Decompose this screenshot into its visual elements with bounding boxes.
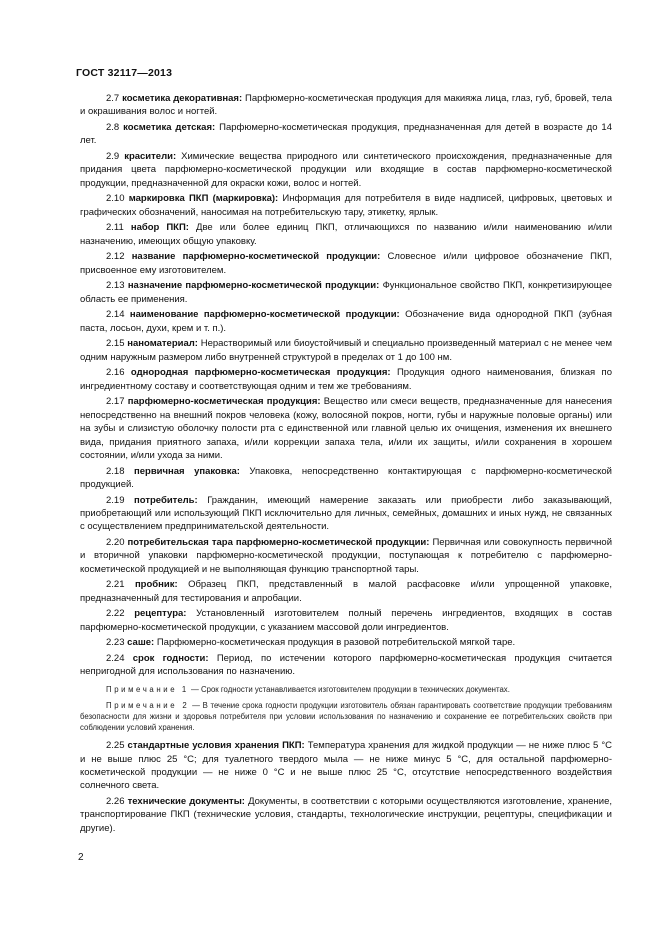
definition-term: саше: xyxy=(127,637,155,649)
definition-text: Информация для потребителя в виде надписей, цифровых, цветовых и графических обозначений, наносимая на потребительскую тару, этикетку, ярлык. xyxy=(80,193,613,218)
definition-item xyxy=(80,121,612,148)
definition-text: Образец ПКП, представленный в малой расфасовке и/или упрощенной упаковке, предназначенный для тестирования и апробации. xyxy=(80,579,613,604)
definition-item xyxy=(80,308,612,335)
definition-text: Функциональное свойство ПКП, конкретизирующее область ее применения. xyxy=(80,280,613,305)
note-text: — В течение срока годности продукции изготовитель обязан гарантировать соответствие продукции требованиям безопасности для жизни и здоровья потребителя при условии использования по назначению и сохранение ее потребительских свойств при соблюдении условий хранения. xyxy=(80,701,612,732)
definition-item xyxy=(80,192,612,219)
definition-text: Две или более единиц ПКП, отличающихся по названию и/или наименованию и/или назначению, имеющих общую упаковку. xyxy=(80,222,612,247)
definition-term: пробник: xyxy=(134,579,178,591)
definition-term: косметика декоративная: xyxy=(122,93,243,104)
definition-item xyxy=(80,636,612,649)
definition-number: 2.7 xyxy=(106,93,120,104)
definition-number: 2.10 xyxy=(106,193,125,205)
definition-number: 2.26 xyxy=(106,796,125,808)
definition-term: стандартные условия хранения ПКП: xyxy=(127,740,305,752)
definition-number: 2.20 xyxy=(106,537,125,549)
definition-term: технические документы: xyxy=(127,796,245,808)
definition-text: Документы, в соответствии с которыми осуществляются изготовление, хранение, транспортирование ПКП (технические условия, стандарты, технологические инструкции, рецептуры, спецификации и другие). xyxy=(80,796,613,834)
definition-term: однородная парфюмерно-косметическая продукция: xyxy=(130,367,391,379)
definition-term: потребитель: xyxy=(134,494,198,506)
definitions-body xyxy=(80,92,612,837)
definition-item xyxy=(80,795,612,835)
definition-item xyxy=(80,652,612,679)
definition-item xyxy=(80,366,612,393)
definition-text: Парфюмерно-косметическая продукция в разовой потребительской мягкой таре. xyxy=(154,637,516,649)
definition-term: рецептура: xyxy=(134,608,187,620)
definition-text: Первичная или совокупность первичной и вторичной упаковки парфюмерно-косметической продукции, поступающая к потребителю с парфюмерно-косметической продукцией и не выполняющая функцию транспортной тары. xyxy=(80,537,613,575)
document-code: ГОСТ 32117—2013 xyxy=(76,67,173,79)
definition-item xyxy=(80,221,612,248)
definition-text: Упаковка, непосредственно контактирующая с парфюмерно-косметической продукцией. xyxy=(80,465,612,491)
definition-item xyxy=(80,465,612,492)
definition-term: наноматериал: xyxy=(127,338,198,350)
definition-number: 2.22 xyxy=(106,608,125,620)
definition-item xyxy=(80,578,612,605)
definition-text: Словесное и/или цифровое обозначение ПКП, присвоенное ему изготовителем. xyxy=(80,251,612,276)
definition-item xyxy=(80,250,612,277)
definition-item xyxy=(80,92,612,119)
definition-text: Нерастворимый или биоустойчивый и специально произведенный материал с не менее чем одним наружным размером либо внутренней структурой в пределах от 1 до 100 нм. xyxy=(80,338,612,363)
definition-number: 2.13 xyxy=(106,280,125,292)
definition-term: красители: xyxy=(124,151,177,162)
definition-text: Парфюмерно-косметическая продукция, предназначенная для детей в возрасте до 14 лет. xyxy=(80,122,613,147)
definition-item xyxy=(80,607,612,634)
definition-term: название парфюмерно-косметической продукции: xyxy=(131,251,381,263)
definition-text: Химические вещества природного или синтетического происхождения, предназначенные для придания цвета парфюмерно-косметической продукции или входящие в состав парфюмерно-косметической продукции, предназначенной для окраски кожи, волос и ногтей. xyxy=(80,151,613,189)
definition-number: 2.18 xyxy=(106,465,125,477)
definition-term: косметика детская: xyxy=(123,122,216,133)
definition-text: Продукция одного наименования, близкая по ингредиентному составу и соответствующая одним и тем же требованиям. xyxy=(80,367,612,392)
definition-term: набор ПКП: xyxy=(130,222,189,234)
definition-number: 2.23 xyxy=(106,637,125,649)
note xyxy=(80,685,612,696)
definition-number: 2.25 xyxy=(106,740,125,752)
definition-text: Период, по истечении которого парфюмерно-косметическая продукция считается непригодной для использования по назначению. xyxy=(80,653,613,678)
definition-number: 2.11 xyxy=(106,222,124,234)
definition-number: 2.8 xyxy=(106,122,120,133)
definition-text: Парфюмерно-косметическая продукция для макияжа лица, глаз, губ, бровей, тела и окрашивания волос и ногтей. xyxy=(80,93,613,118)
definition-text: Вещество или смеси веществ, предназначенные для нанесения непосредственно на внешний покров человека (кожу, волосяной покров, ногти, губы и наружные половые органы) или на зубы и слизистую оболочку полости рта с единственной или главной целью их очищения, изменения их внешнего вида, придания приятного запаха, и/или коррекции запаха тела, и/или их защиты, и/или сохранения в хорошем состоянии, и/или ухода за ними. xyxy=(80,396,612,462)
definition-text: Температура хранения для жидкой продукции — не ниже плюс 5 °С и не выше плюс 25 °С; для туалетного твердого мыла — не ниже минус 5 °С, для остальной парфюмерно-косметической продукции — не ниже 0 °С и не выше плюс 25 °С, отсутствие непосредственного воздействия солнечного света. xyxy=(80,740,613,792)
note-text: — Срок годности устанавливается изготовителем продукции в технических документах. xyxy=(188,684,510,694)
definition-term: срок годности: xyxy=(132,653,209,665)
notes-list xyxy=(80,685,612,733)
definition-number: 2.17 xyxy=(106,396,125,408)
note-label: Примечание 2 xyxy=(106,701,190,711)
definition-number: 2.14 xyxy=(106,309,125,321)
definition-term: первичная упаковка: xyxy=(134,465,240,477)
definition-item xyxy=(80,494,612,534)
definition-term: парфюмерно-косметическая продукция: xyxy=(127,396,321,408)
note xyxy=(80,701,612,733)
definition-term: назначение парфюмерно-косметической продукции: xyxy=(127,280,380,292)
definition-item xyxy=(80,279,612,306)
definitions-list-continued xyxy=(80,739,612,835)
definition-item xyxy=(80,536,612,576)
definition-number: 2.15 xyxy=(106,338,125,350)
definition-number: 2.16 xyxy=(106,367,125,379)
definition-number: 2.9 xyxy=(106,151,120,162)
definition-text: Установленный изготовителем полный перечень ингредиентов, входящих в состав парфюмерно-косметической продукции, с указанием массовой доли ингредиентов. xyxy=(80,608,613,633)
definition-number: 2.21 xyxy=(106,579,125,591)
definition-number: 2.12 xyxy=(106,251,125,263)
definition-term: маркировка ПКП (маркировка): xyxy=(128,193,279,205)
page-number: 2 xyxy=(78,852,84,863)
definition-text: Гражданин, имеющий намерение заказать или приобрести либо заказывающий, приобретающий или использующий ПКП исключительно для личных, семейных, домашних и иных нужд, не связанных с осуществлением предпринимательской деятельности. xyxy=(80,494,613,533)
definition-item xyxy=(80,150,612,190)
definition-text: Обозначение вида однородной ПКП (зубная паста, лосьон, духи, крем и т. п.). xyxy=(80,309,612,334)
definition-item xyxy=(80,337,612,364)
definition-number: 2.19 xyxy=(106,494,125,506)
definition-item xyxy=(80,395,612,462)
note-label: Примечание 1 xyxy=(106,684,189,694)
definition-term: наименование парфюмерно-косметической продукции: xyxy=(129,309,400,321)
definition-number: 2.24 xyxy=(106,653,125,665)
definitions-list xyxy=(80,92,612,679)
definition-item xyxy=(80,739,612,793)
definition-term: потребительская тара парфюмерно-косметической продукции: xyxy=(127,537,430,549)
